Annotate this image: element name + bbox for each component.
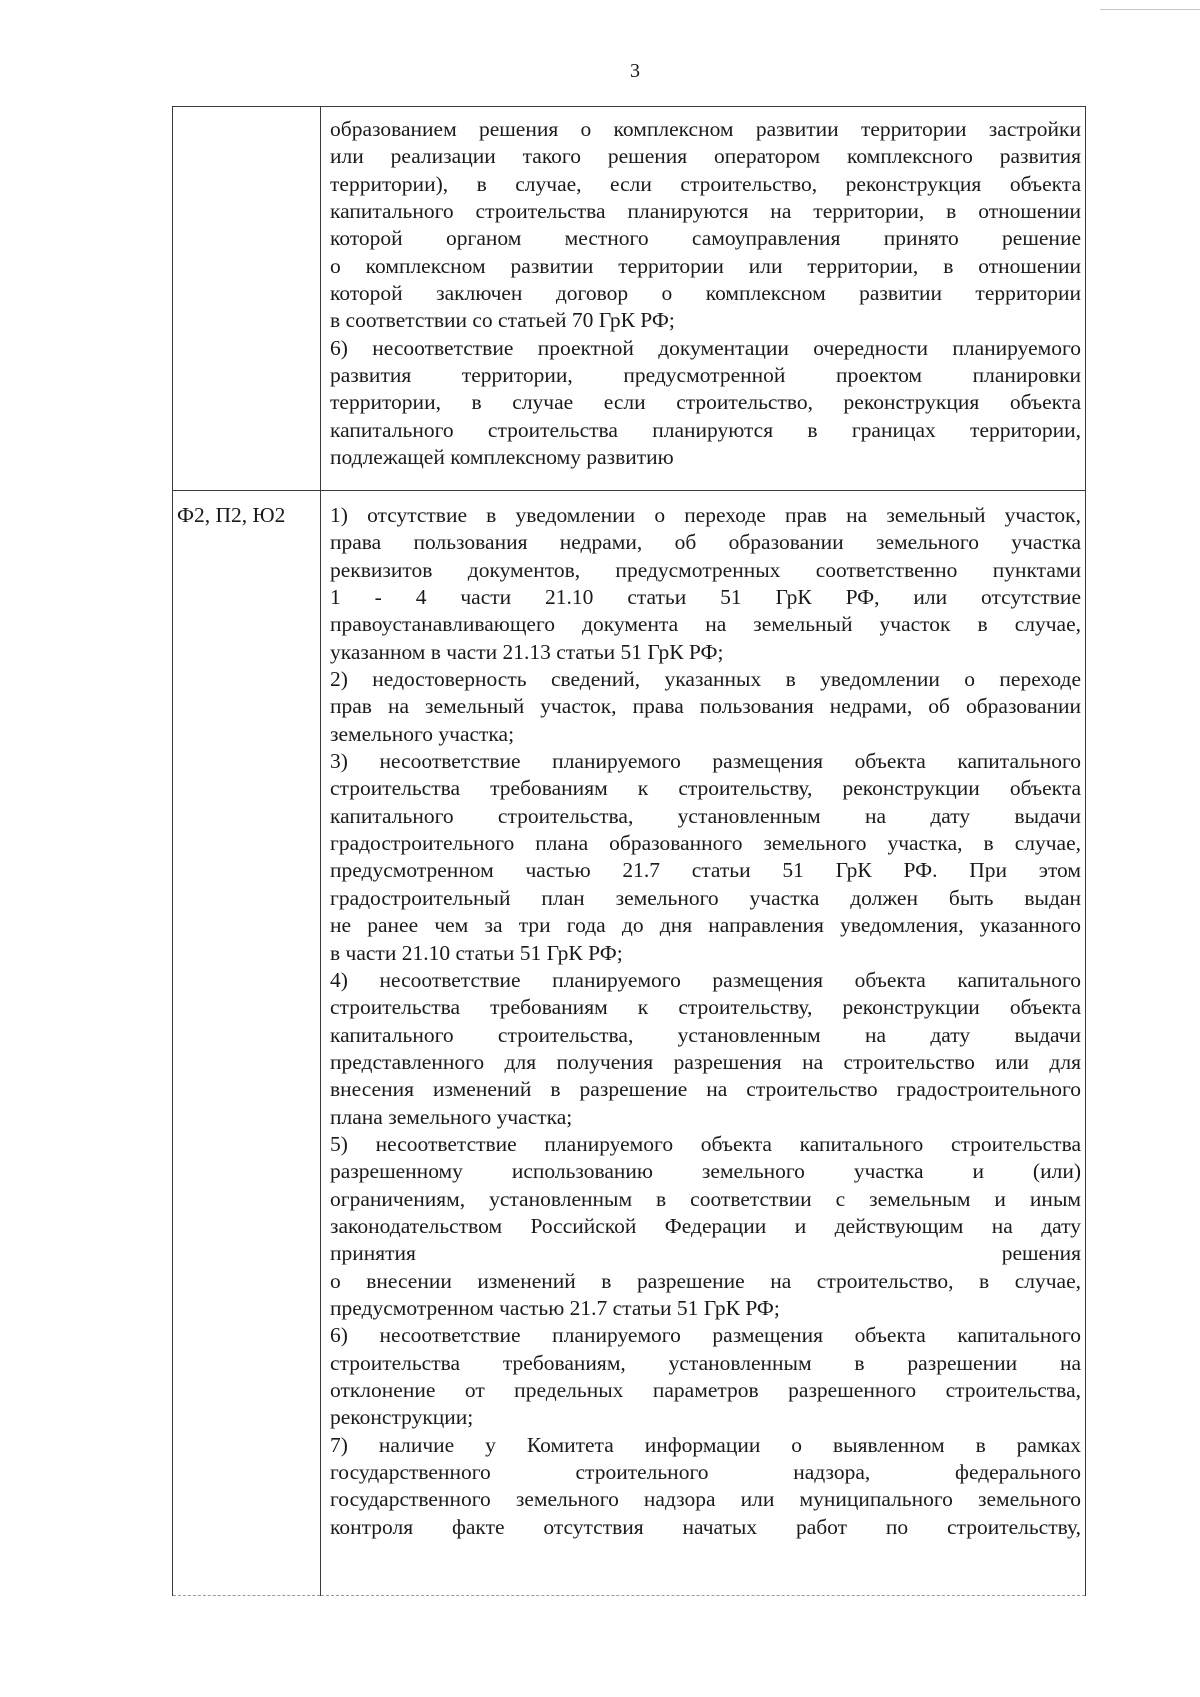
- scan-edge-line: [1100, 9, 1200, 10]
- text-line: о комплексном развитии территории или территории, в отношении: [330, 253, 1081, 278]
- text-line: 1) отсутствие в уведомлении о переходе прав на земельный участок,: [330, 503, 1081, 527]
- text-line: территории), в случае, если строительство, реконструкция объекта: [330, 171, 1081, 196]
- row-code: Ф2, П2, Ю2: [177, 503, 286, 527]
- text-line: 3) несоответствие планируемого размещения объекта капитального: [330, 749, 1081, 774]
- text-line: государственного земельного надзора или муниципального земельного: [330, 1487, 1081, 1512]
- text-line: 6) несоответствие проектной документации очередности планируемого: [330, 335, 1081, 360]
- text-line: плана земельного участка;: [330, 1104, 573, 1129]
- text-line: которой заключен договор о комплексном развитии территории: [330, 281, 1081, 306]
- text-line: образованием решения о комплексном развитии территории застройки: [330, 117, 1081, 141]
- text-line: в части 21.10 статьи 51 ГрК РФ;: [330, 940, 623, 965]
- text-line: отклонение от предельных параметров разрешенного строительства,: [330, 1378, 1081, 1402]
- text-line: в соответствии со статьей 70 ГрК РФ;: [330, 308, 675, 333]
- text-line: градостроительный план земельного участка должен быть выдан: [330, 885, 1081, 910]
- text-line: 5) несоответствие планируемого объекта капитального строительства: [330, 1131, 1081, 1156]
- text-line: внесения изменений в разрешение на строительство градостроительного: [330, 1077, 1081, 1102]
- text-line: развития территории, предусмотренной проектом планировки: [330, 363, 1081, 388]
- text-line: предусмотренном частью 21.7 статьи 51 ГрК РФ;: [330, 1295, 780, 1320]
- row-content-cell: [321, 107, 1086, 491]
- table-row: [173, 107, 1086, 491]
- text-line: указанном в части 21.13 статьи 51 ГрК РФ;: [330, 639, 724, 664]
- row-content-cell: [321, 491, 1086, 1596]
- text-line: капитального строительства планируются в границах территории,: [330, 417, 1081, 442]
- text-line: или реализации такого решения оператором комплексного развития: [330, 144, 1081, 169]
- text-line: 4) несоответствие планируемого размещения объекта капитального: [330, 967, 1081, 992]
- text-line: реквизитов документов, предусмотренных соответственно пунктами: [330, 557, 1081, 582]
- text-line: о внесении изменений в разрешение на строительство, в случае,: [330, 1268, 1081, 1293]
- table-row: [173, 491, 1086, 1596]
- text-line: которой органом местного самоуправления принято решение: [330, 226, 1081, 251]
- text-line: капитального строительства, установленным на дату выдачи: [330, 803, 1081, 828]
- conditions-table: [172, 106, 1086, 1596]
- text-line: капитального строительства планируются на территории, в отношении: [330, 199, 1081, 224]
- text-line: прав на земельный участок, права пользования недрами, об образовании: [330, 694, 1081, 719]
- text-line: земельного участка;: [330, 721, 515, 746]
- text-line: строительства требованиям к строительству, реконструкции объекта: [330, 776, 1081, 801]
- text-line: подлежащей комплексному развитию: [330, 445, 674, 470]
- text-line: ограничениям, установленным в соответствии с земельным и иным: [330, 1186, 1081, 1211]
- text-line: территории, в случае если строительство, реконструкция объекта: [330, 390, 1081, 415]
- text-line: правоустанавливающего документа на земельный участок в случае,: [330, 612, 1081, 637]
- page-number: 3: [630, 60, 640, 82]
- row-code-cell: [173, 491, 321, 1596]
- text-line: не ранее чем за три года до дня направления уведомления, указанного: [330, 913, 1081, 938]
- text-line: законодательством Российской Федерации и действующим на дату: [330, 1213, 1081, 1238]
- text-line: предусмотренном частью 21.7 статьи 51 ГрК РФ. При этом: [330, 858, 1081, 883]
- text-line: разрешенному использованию земельного участка и (или): [330, 1159, 1081, 1184]
- text-line: строительства требованиям к строительству, реконструкции объекта: [330, 995, 1081, 1020]
- text-line: контроля факте отсутствия начатых работ по строительству,: [330, 1514, 1081, 1539]
- text-line: представленного для получения разрешения на строительство или для: [330, 1049, 1081, 1074]
- row-code: [173, 107, 320, 118]
- text-line: градостроительного плана образованного земельного участка, в случае,: [330, 831, 1081, 856]
- text-line: 1 - 4 части 21.10 статьи 51 ГрК РФ, или отсутствие: [330, 585, 1081, 610]
- text-line: права пользования недрами, об образовании земельного участка: [330, 530, 1081, 555]
- text-line: государственного строительного надзора, федерального: [330, 1460, 1081, 1485]
- text-line: капитального строительства, установленным на дату выдачи: [330, 1022, 1081, 1047]
- text-line: реконструкции;: [330, 1405, 474, 1430]
- text-line: 2) недостоверность сведений, указанных в уведомлении о переходе: [330, 667, 1081, 692]
- text-line: 6) несоответствие планируемого размещения объекта капитального: [330, 1323, 1081, 1348]
- text-line: 7) наличие у Комитета информации о выявленном в рамках: [330, 1432, 1081, 1457]
- text-line: строительства требованиям, установленным в разрешении на: [330, 1350, 1081, 1375]
- text-line: принятия решения: [330, 1241, 1081, 1266]
- row-code-cell: [173, 107, 321, 491]
